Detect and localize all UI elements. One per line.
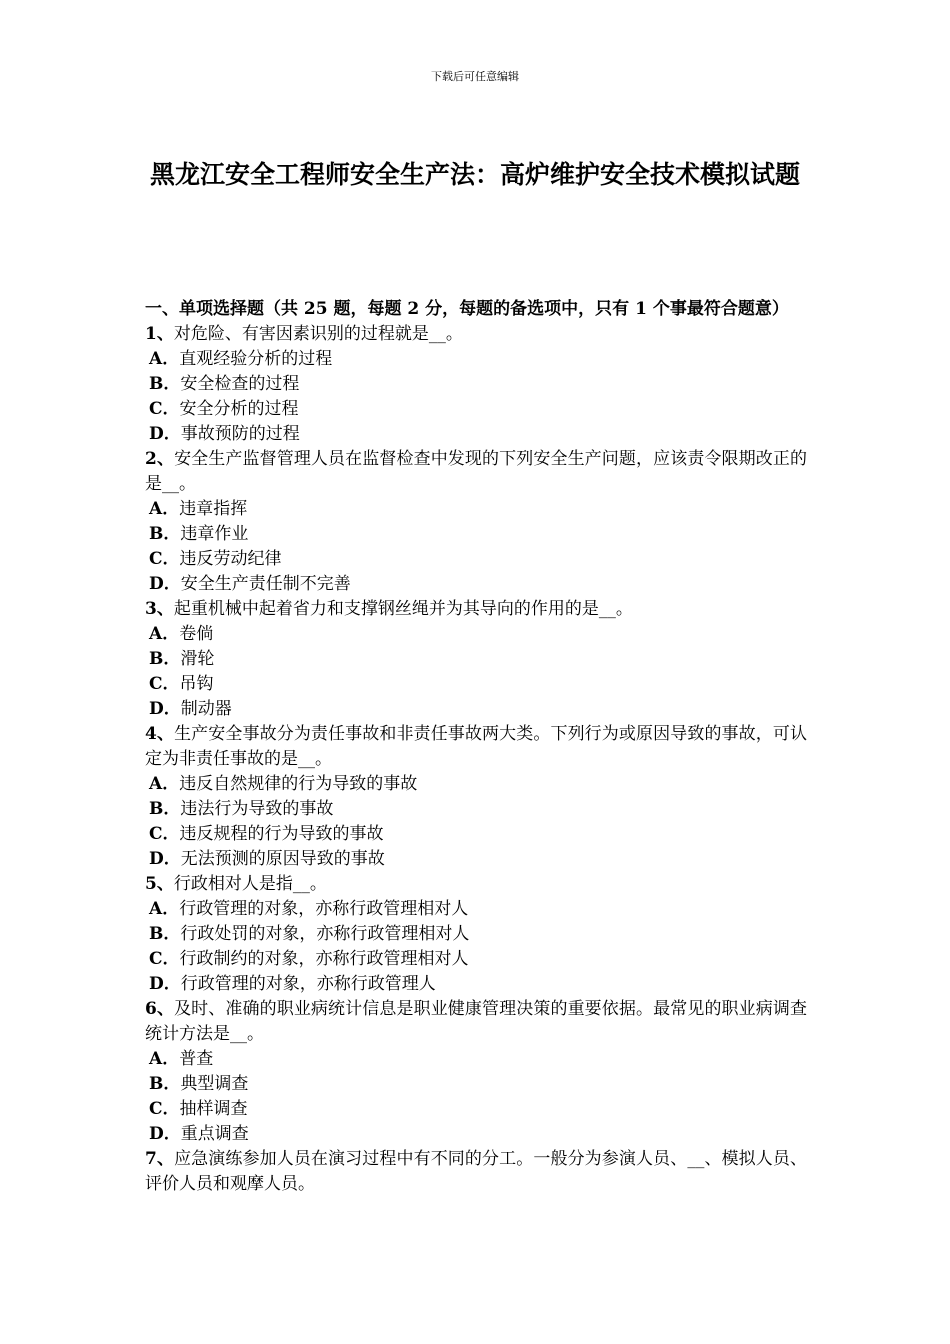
answer-option <box>145 1122 807 1147</box>
section-heading: 一、单项选择题（共 25 题，每题 2 分，每题的备选项中，只有 1 个事最符合题意） <box>145 299 789 319</box>
option-letter: A． <box>149 899 180 919</box>
option-text: 卷倘 <box>179 624 214 644</box>
answer-option <box>145 1097 807 1122</box>
option-letter: D． <box>149 574 181 594</box>
answer-option <box>145 497 807 522</box>
question-list <box>145 297 807 1197</box>
answer-option <box>145 422 807 447</box>
question-block <box>145 322 807 447</box>
option-letter: B． <box>149 799 181 819</box>
option-letter: B． <box>149 1074 181 1094</box>
question-block <box>145 597 807 722</box>
answer-option <box>145 922 807 947</box>
option-text: 违反自然规律的行为导致的事故 <box>179 774 418 794</box>
question-number: 2、 <box>145 449 175 469</box>
option-text: 安全生产责任制不完善 <box>180 574 351 594</box>
question-block <box>145 722 807 872</box>
option-letter: B． <box>149 524 181 544</box>
option-letter: B． <box>149 924 181 944</box>
answer-option <box>145 847 807 872</box>
option-letter: C． <box>149 399 180 419</box>
option-text: 违法行为导致的事故 <box>180 799 334 819</box>
option-letter: C． <box>149 1099 180 1119</box>
question-number: 6、 <box>145 999 175 1019</box>
option-text: 行政管理的对象，亦称行政管理人 <box>180 974 436 994</box>
answer-option <box>145 772 807 797</box>
question-text <box>145 997 807 1047</box>
answer-option <box>145 522 807 547</box>
option-text: 安全分析的过程 <box>179 399 299 419</box>
option-text: 安全检查的过程 <box>180 374 300 394</box>
option-letter: A． <box>149 1049 180 1069</box>
answer-option <box>145 572 807 597</box>
option-letter: C． <box>149 824 180 844</box>
question-block <box>145 447 807 597</box>
answer-option <box>145 947 807 972</box>
question-text <box>145 872 807 897</box>
answer-option <box>145 797 807 822</box>
answer-option <box>145 397 807 422</box>
question-stem: 行政相对人是指__。 <box>173 874 327 894</box>
answer-option <box>145 1072 807 1097</box>
answer-option <box>145 697 807 722</box>
question-stem: 应急演练参加人员在演习过程中有不同的分工。一般分为参演人员、__、模拟人员、评价人员和观摩人员。 <box>145 1149 807 1194</box>
question-text <box>145 322 807 347</box>
option-letter: D． <box>149 1124 181 1144</box>
question-number: 3、 <box>145 599 174 619</box>
question-number: 1、 <box>145 324 174 344</box>
option-text: 违反规程的行为导致的事故 <box>179 824 384 844</box>
option-text: 滑轮 <box>180 649 215 669</box>
question-number: 4、 <box>145 724 175 744</box>
question-text <box>145 597 807 622</box>
option-letter: C． <box>149 549 180 569</box>
question-text <box>145 447 807 497</box>
option-text: 事故预防的过程 <box>180 424 300 444</box>
question-stem: 生产安全事故分为责任事故和非责任事故两大类。下列行为或原因导致的事故，可认定为非责任事故的是__。 <box>145 724 807 769</box>
option-text: 行政处罚的对象，亦称行政管理相对人 <box>180 924 470 944</box>
option-text: 违章指挥 <box>179 499 248 519</box>
answer-option <box>145 672 807 697</box>
answer-option <box>145 547 807 572</box>
option-text: 典型调查 <box>180 1074 249 1094</box>
answer-option <box>145 372 807 397</box>
option-text: 重点调查 <box>180 1124 249 1144</box>
option-text: 违反劳动纪律 <box>179 549 282 569</box>
option-text: 制动器 <box>180 699 232 719</box>
option-text: 吊钩 <box>179 674 214 694</box>
option-text: 行政管理的对象，亦称行政管理相对人 <box>179 899 469 919</box>
question-stem: 安全生产监督管理人员在监督检查中发现的下列安全生产问题，应该责令限期改正的是__。 <box>145 449 807 494</box>
question-stem: 及时、准确的职业病统计信息是职业健康管理决策的重要依据。最常见的职业病调查统计方法是__。 <box>145 999 807 1044</box>
page-title: 黑龙江安全工程师安全生产法：高炉维护安全技术模拟试题 <box>150 160 801 189</box>
option-letter: A． <box>149 499 180 519</box>
option-text: 直观经验分析的过程 <box>179 349 333 369</box>
option-letter: D． <box>149 974 181 994</box>
answer-option <box>145 897 807 922</box>
answer-option <box>145 647 807 672</box>
option-letter: C． <box>149 949 180 969</box>
option-text: 违章作业 <box>180 524 249 544</box>
option-text: 抽样调查 <box>179 1099 248 1119</box>
option-letter: C． <box>149 674 180 694</box>
option-letter: A． <box>149 624 180 644</box>
answer-option <box>145 1047 807 1072</box>
answer-option <box>145 822 807 847</box>
option-letter: D． <box>149 849 181 869</box>
question-text <box>145 1147 807 1197</box>
answer-option <box>145 347 807 372</box>
option-letter: D． <box>149 699 181 719</box>
question-stem: 起重机械中起着省力和支撑钢丝绳并为其导向的作用的是__。 <box>173 599 633 619</box>
option-text: 无法预测的原因导致的事故 <box>180 849 385 869</box>
header-note: 下载后可任意编辑 <box>431 70 519 83</box>
answer-option <box>145 622 807 647</box>
questions-container <box>145 322 807 1197</box>
question-stem: 对危险、有害因素识别的过程就是__。 <box>173 324 463 344</box>
option-letter: D． <box>149 424 181 444</box>
question-block <box>145 1147 807 1197</box>
option-letter: A． <box>149 349 180 369</box>
question-number: 7、 <box>145 1149 175 1169</box>
question-number: 5、 <box>145 874 174 894</box>
question-block <box>145 872 807 997</box>
option-letter: B． <box>149 649 181 669</box>
answer-option <box>145 972 807 997</box>
option-text: 行政制约的对象，亦称行政管理相对人 <box>179 949 469 969</box>
question-text <box>145 722 807 772</box>
option-text: 普查 <box>179 1049 214 1069</box>
question-block <box>145 997 807 1147</box>
option-letter: B． <box>149 374 181 394</box>
option-letter: A． <box>149 774 180 794</box>
